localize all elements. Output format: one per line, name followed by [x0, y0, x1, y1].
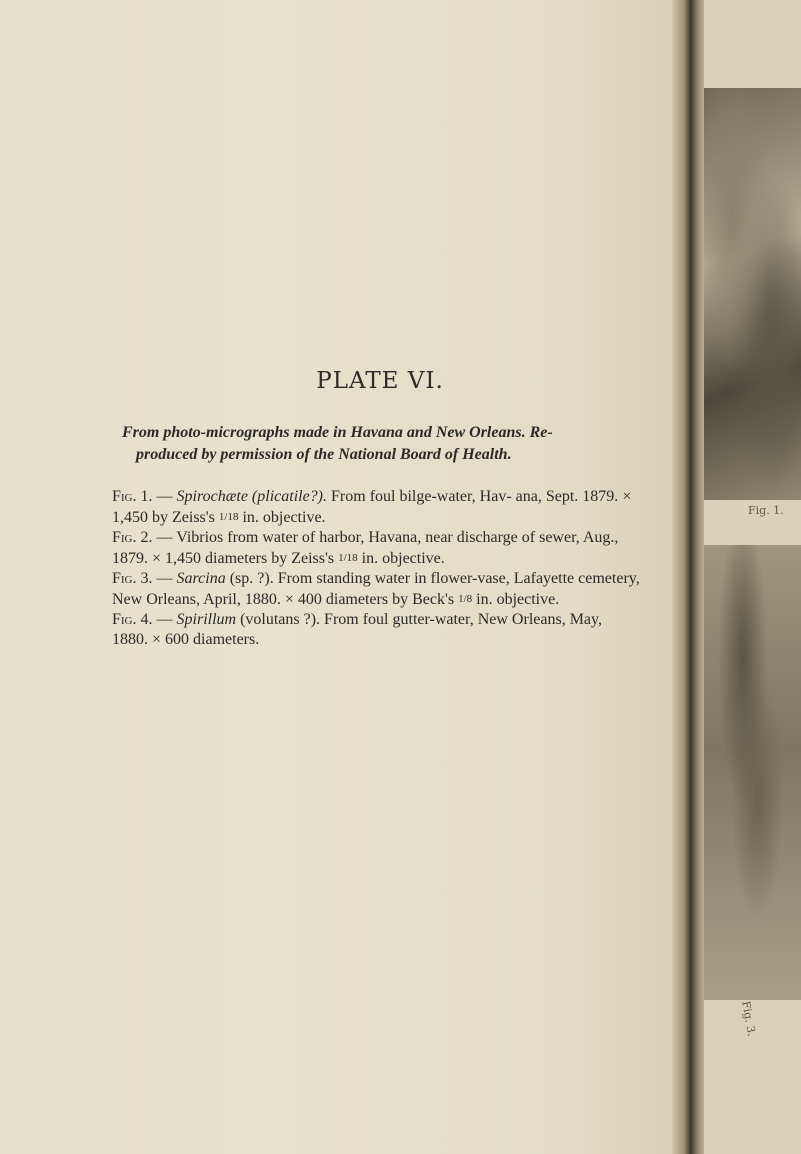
fig1-photomicrograph — [704, 88, 801, 500]
caption-sep: — — [152, 570, 177, 587]
caption-species-note: (plicatile?). — [251, 488, 328, 505]
caption-species: Spirochæte — [176, 488, 248, 505]
fig1-side-label: Fig. 1. — [748, 504, 784, 517]
caption-magnification: × 400 diameters by Beck's — [284, 591, 459, 608]
plate-source-note — [122, 422, 642, 466]
caption-fraction: 1/8 — [458, 593, 473, 605]
caption-sep: — — [152, 529, 177, 546]
caption-text: From foul bilge-water, Hav- ana, Sept. 1879. — [327, 488, 623, 505]
caption-tail: in. objective. — [357, 550, 445, 567]
caption-tail: in. objective. — [472, 591, 560, 608]
fig3-side-label: Fig. 3. — [739, 1000, 759, 1038]
caption-sep: — — [152, 488, 177, 505]
caption-magnification: × 1,450 by Zeiss's — [112, 488, 632, 526]
book-gutter — [672, 0, 706, 1154]
caption-fraction: 1/18 — [338, 552, 358, 564]
caption-label: Fig. 1. — [112, 488, 153, 505]
caption-text: (sp. ?). From standing water in flower-vase, Lafayette cemetery, New Orleans, April, 1880. — [112, 570, 640, 608]
figure-captions — [112, 487, 640, 650]
caption-species: Spirillum — [176, 611, 237, 628]
caption-fig1 — [112, 487, 640, 528]
source-line-2: produced by permission of the National Board of Health. — [136, 446, 512, 463]
caption-label: Fig. 4. — [112, 611, 153, 628]
caption-text: (volutans ?). From foul gutter-water, New Orleans, May, 1880. — [112, 611, 602, 648]
caption-label: Fig. 2. — [112, 529, 153, 546]
source-line-1: From photo-micrographs made in Havana and New Orleans. Re- — [122, 424, 553, 441]
caption-magnification: × 1,450 diameters by Zeiss's — [152, 550, 339, 567]
caption-sep: — — [152, 611, 177, 628]
caption-species: Sarcina — [176, 570, 226, 587]
caption-magnification: × 600 diameters. — [152, 631, 260, 648]
caption-fraction: 1/18 — [218, 511, 239, 523]
plate-title: PLATE VI. — [316, 368, 444, 394]
caption-fig4 — [112, 610, 640, 650]
caption-tail: in. objective. — [238, 509, 326, 526]
fig3-photomicrograph — [704, 545, 801, 1000]
caption-text: Vibrios from water of harbor, Havana, near discharge of sewer, Aug., 1879. — [112, 529, 619, 567]
caption-fig3 — [112, 569, 640, 610]
caption-label: Fig. 3. — [112, 570, 153, 587]
caption-fig2 — [112, 528, 640, 569]
